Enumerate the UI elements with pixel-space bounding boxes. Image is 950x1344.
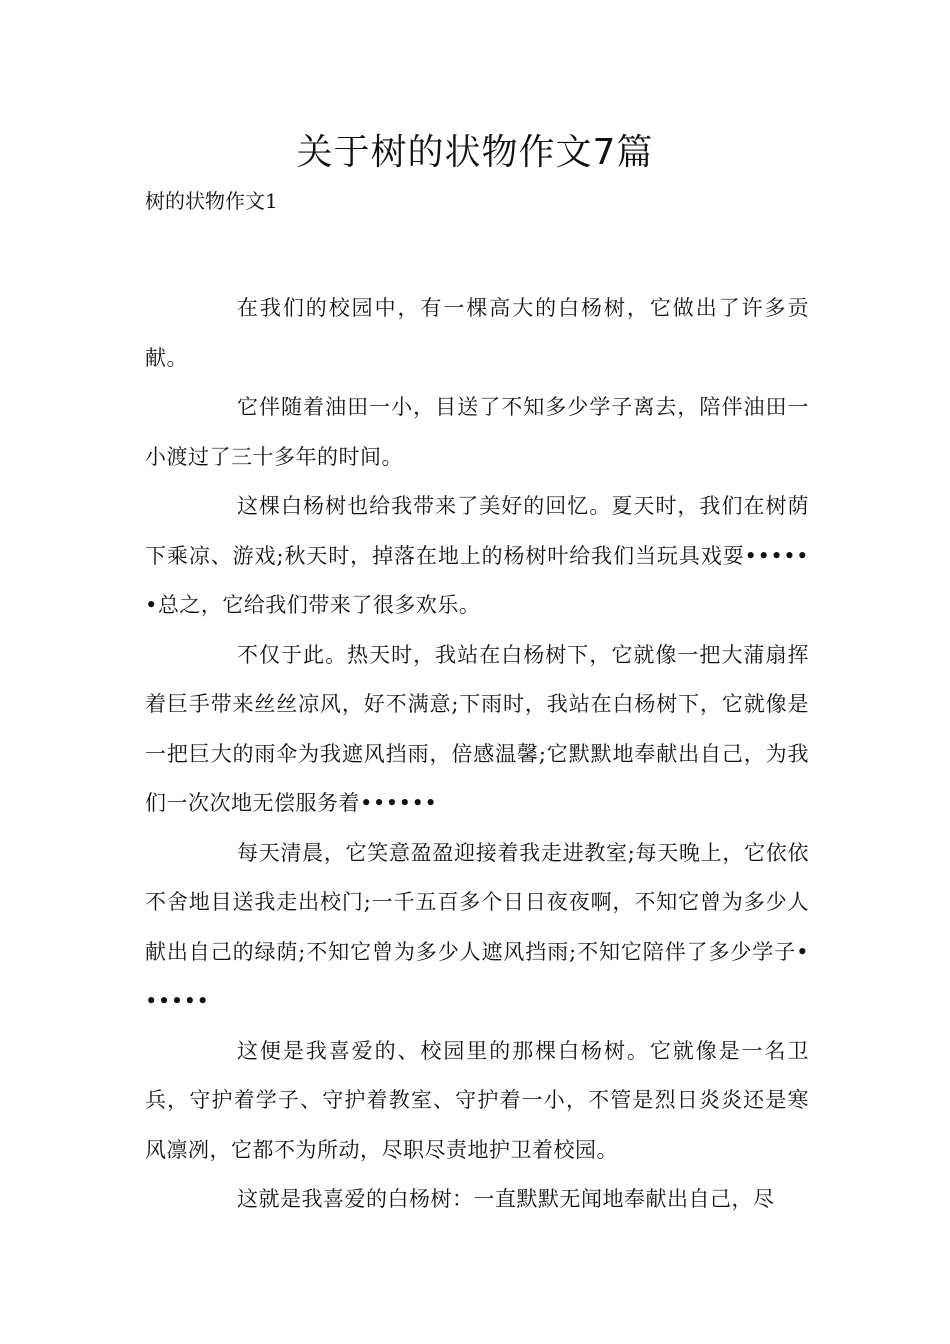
paragraph-4: 不仅于此。热天时，我站在白杨树下，它就像一把大蒲扇挥着巨手带来丝丝凉风，好不满意;下雨时，我站在白杨树下，它就像是一把巨大的雨伞为我遮风挡雨，倍感温馨;它默默地奉献出自己，为我们一次次地无偿服务着••••••	[145, 642, 809, 815]
paragraph-2: 它伴随着油田一小，目送了不知多少学子离去，陪伴油田一小渡过了三十多年的时间。	[145, 395, 809, 469]
paragraph-6: 这便是我喜爱的、校园里的那棵白杨树。它就像是一名卫兵，守护着学子、守护着教室、守护着一小，不管是烈日炎炎还是寒风凛冽，它都不为所动，尽职尽责地护卫着校园。	[145, 1038, 809, 1162]
paragraph-3: 这棵白杨树也给我带来了美好的回忆。夏天时，我们在树荫下乘凉、游戏;秋天时，掉落在地上的杨树叶给我们当玩具戏耍••••••总之，它给我们带来了很多欢乐。	[145, 494, 809, 617]
section-heading: 树的状物作文1	[145, 189, 278, 213]
paragraph-1: 在我们的校园中，有一棵高大的白杨树，它做出了许多贡献。	[145, 296, 809, 370]
essay-body	[145, 284, 809, 1225]
paragraph-7: 这就是我喜爱的白杨树：一直默默无闻地奉献出自己，尽	[237, 1187, 775, 1211]
document-title: 关于树的状物作文7篇	[296, 132, 654, 173]
paragraph-5: 每天清晨，它笑意盈盈迎接着我走进教室;每天晚上，它依依不舍地目送我走出校门;一千五百多个日日夜夜啊，不知它曾为多少人献出自己的绿荫;不知它曾为多少人遮风挡雨;不知它陪伴了多少学子••••••	[145, 840, 809, 1013]
